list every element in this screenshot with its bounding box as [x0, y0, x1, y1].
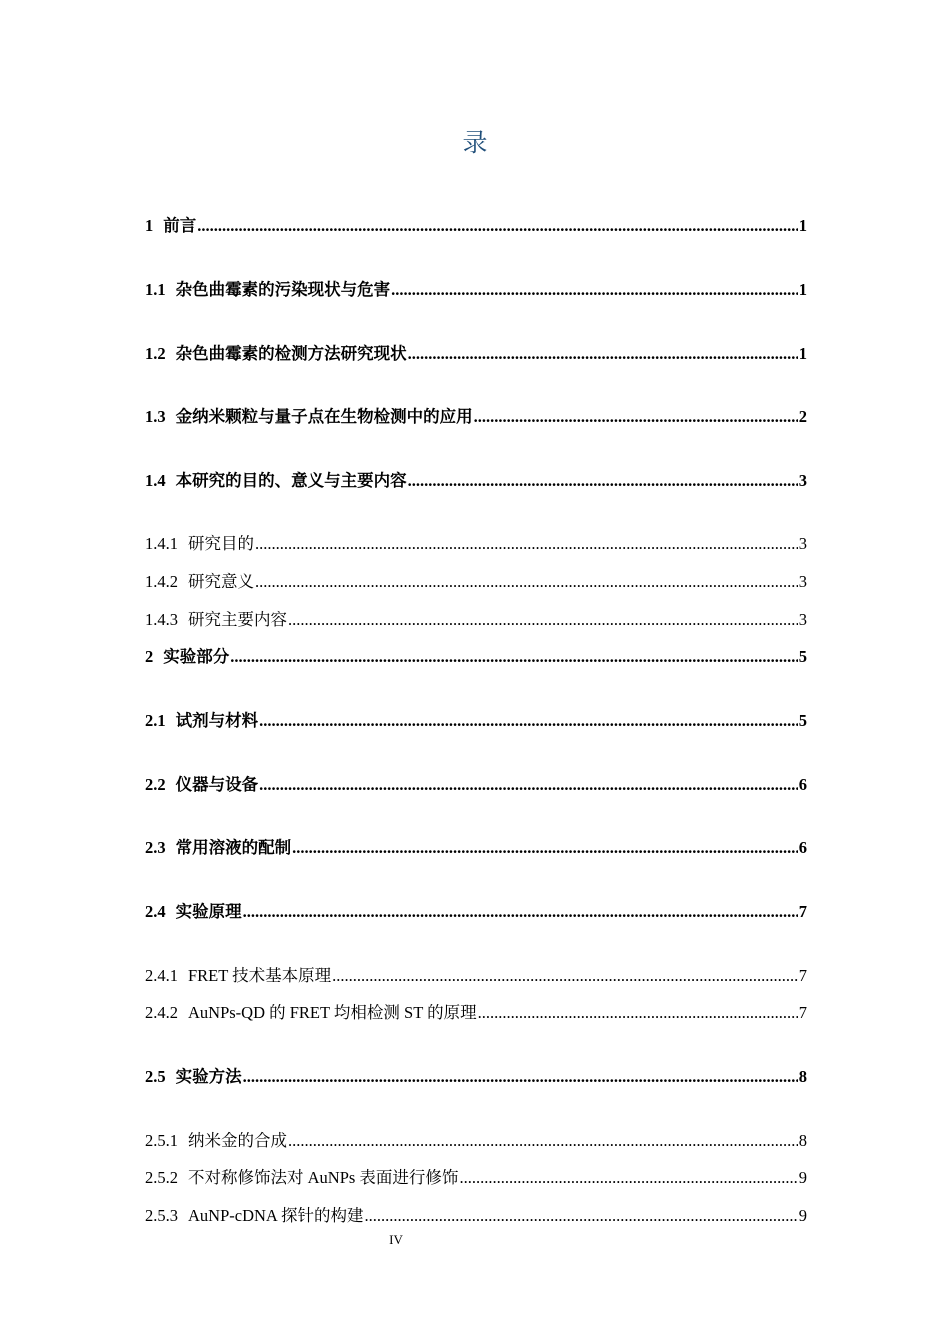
toc-entry-label: 杂色曲霉素的检测方法研究现状 — [175, 344, 407, 363]
toc-entry-label: 本研究的目的、意义与主要内容 — [175, 471, 407, 490]
toc-entry-number: 1.2 — [145, 344, 166, 363]
toc-entry-page: 7 — [798, 966, 807, 985]
toc-entry-label: 常用溶液的配制 — [175, 838, 292, 857]
toc-leader-dots — [255, 571, 798, 593]
toc-entry-number: 1 — [145, 216, 154, 235]
toc-entry-number: 1.4.3 — [145, 610, 178, 629]
toc-entry-page: 8 — [798, 1131, 807, 1150]
toc-entry-label: FRET 技术基本原理 — [188, 966, 332, 985]
toc-entry-label: 前言 — [163, 216, 197, 235]
toc-entry-label: 纳米金的合成 — [188, 1131, 287, 1150]
toc-leader-dots — [288, 1130, 798, 1152]
toc-leader-dots — [332, 965, 798, 987]
toc-entry-number: 2.3 — [145, 838, 166, 857]
toc-entry[interactable] — [145, 1002, 807, 1024]
toc-entry-label: 实验原理 — [175, 902, 242, 921]
toc-entry-page: 3 — [798, 534, 807, 553]
toc-entry-page: 1 — [798, 280, 807, 299]
toc-entry[interactable] — [145, 343, 807, 365]
toc-entry-page: 1 — [798, 344, 807, 363]
toc-entry-number: 2.1 — [145, 711, 166, 730]
toc-entry-label: 杂色曲霉素的污染现状与危害 — [175, 280, 391, 299]
toc-leader-dots — [292, 837, 798, 859]
toc-entry-number: 1.4.2 — [145, 572, 178, 591]
toc-entry[interactable] — [145, 1167, 807, 1189]
toc-leader-dots — [408, 343, 798, 365]
toc-entry-label: 实验方法 — [175, 1067, 242, 1086]
toc-leader-dots — [474, 406, 798, 428]
toc-entry-label: 试剂与材料 — [175, 711, 259, 730]
toc-entry-page: 7 — [798, 902, 807, 921]
toc-entry-number: 2.5.3 — [145, 1206, 178, 1225]
toc-entry-number: 1.1 — [145, 280, 166, 299]
toc-entry[interactable] — [145, 279, 807, 301]
toc-leader-dots — [391, 279, 798, 301]
toc-entry-number: 2 — [145, 647, 154, 666]
toc-title: 录 — [462, 128, 488, 157]
toc-entry-page: 3 — [798, 572, 807, 591]
toc-leader-dots — [255, 533, 798, 555]
toc-leader-dots — [243, 901, 798, 923]
toc-entry[interactable] — [145, 571, 807, 593]
toc-entry-page: 3 — [798, 610, 807, 629]
toc-entry-page: 9 — [798, 1168, 807, 1187]
toc-entry-number: 2.5.2 — [145, 1168, 178, 1187]
toc-entry-number: 2.5 — [145, 1067, 166, 1086]
toc-entry-number: 1.4 — [145, 471, 166, 490]
toc-entry-page: 7 — [798, 1003, 807, 1022]
toc-entry-number: 2.4 — [145, 902, 166, 921]
toc-entry[interactable] — [145, 470, 807, 492]
toc-entry[interactable] — [145, 609, 807, 631]
toc-leader-dots — [197, 215, 798, 237]
page-number: IV — [389, 1232, 403, 1247]
toc-entry-number: 1.3 — [145, 407, 166, 426]
toc-entry[interactable] — [145, 965, 807, 987]
toc-entry-label: 实验部分 — [163, 647, 230, 666]
toc-entry-label: 仪器与设备 — [175, 775, 259, 794]
toc-entry-page: 5 — [798, 647, 807, 666]
toc-entry-page: 6 — [798, 838, 807, 857]
toc-entry[interactable] — [145, 1130, 807, 1152]
toc-leader-dots — [288, 609, 798, 631]
toc-entry-page: 2 — [798, 407, 807, 426]
toc-entry-label: 研究目的 — [188, 534, 254, 553]
toc-entry-number: 2.4.2 — [145, 1003, 178, 1022]
toc-entry[interactable] — [145, 406, 807, 428]
toc-entry-number: 2.4.1 — [145, 966, 178, 985]
toc-leader-dots — [365, 1205, 798, 1227]
toc-leader-dots — [459, 1167, 797, 1189]
toc-entry[interactable] — [145, 1066, 807, 1088]
toc-entry[interactable] — [145, 901, 807, 923]
toc-entry-label: 研究主要内容 — [188, 610, 287, 629]
toc-entry[interactable] — [145, 646, 807, 668]
toc-entry-page: 3 — [798, 471, 807, 490]
toc-entry[interactable] — [145, 215, 807, 237]
toc-entry[interactable] — [145, 710, 807, 732]
toc-entry-page: 8 — [798, 1067, 807, 1086]
toc-entry-number: 2.5.1 — [145, 1131, 178, 1150]
toc-entry-number: 2.2 — [145, 775, 166, 794]
toc-entry-label: AuNP-cDNA 探针的构建 — [188, 1206, 364, 1225]
toc-entry-page: 9 — [798, 1206, 807, 1225]
toc-entry-label: 研究意义 — [188, 572, 254, 591]
toc-entry-label: 金纳米颗粒与量子点在生物检测中的应用 — [175, 407, 473, 426]
toc-entry-label: 不对称修饰法对 AuNPs 表面进行修饰 — [188, 1168, 459, 1187]
toc-entry[interactable] — [145, 533, 807, 555]
toc-leader-dots — [230, 646, 798, 668]
toc-leader-dots — [408, 470, 798, 492]
toc-leader-dots — [243, 1066, 798, 1088]
toc-entry-page: 6 — [798, 775, 807, 794]
toc-entry-label: AuNPs-QD 的 FRET 均相检测 ST 的原理 — [188, 1003, 477, 1022]
toc-entry-page: 5 — [798, 711, 807, 730]
toc-leader-dots — [259, 710, 798, 732]
toc-entry[interactable] — [145, 774, 807, 796]
toc-entry[interactable] — [145, 837, 807, 859]
toc-leader-dots — [478, 1002, 798, 1024]
toc-entry-number: 1.4.1 — [145, 534, 178, 553]
toc-entry-page: 1 — [798, 216, 807, 235]
toc-leader-dots — [259, 774, 798, 796]
toc-entry[interactable] — [145, 1205, 807, 1227]
